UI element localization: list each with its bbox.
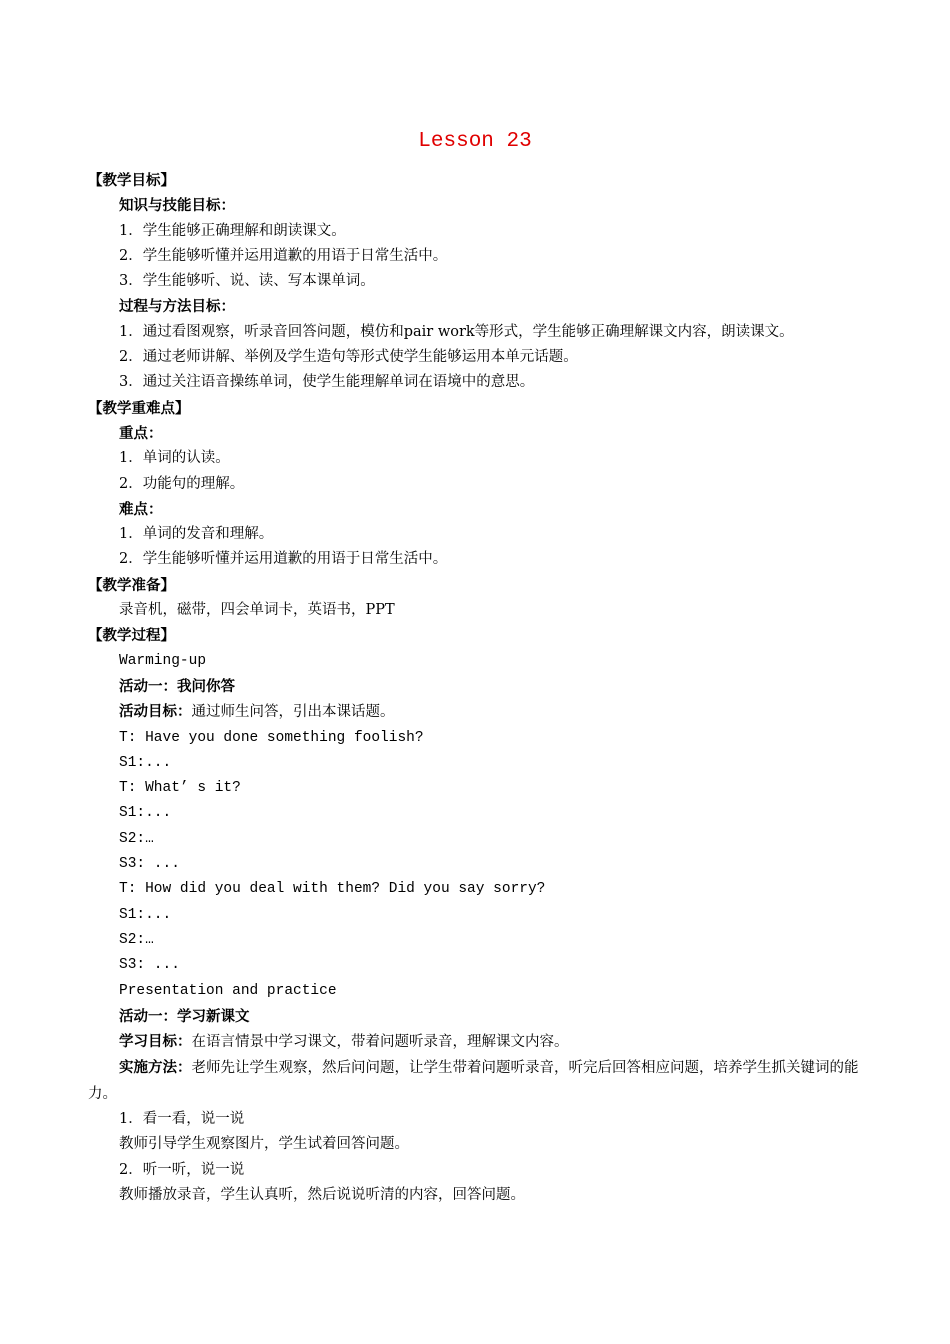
key-points-heading: 【教学重难点】	[88, 399, 190, 417]
activity-goal-label: 活动目标：	[119, 703, 192, 721]
dialogue-line: S3: ...	[119, 856, 180, 873]
lesson-body	[88, 168, 866, 1208]
activity-goal-text: 通过师生问答，引出本课话题。	[191, 704, 395, 721]
dialogue-line: T: How did you deal with them? Did you say sorry?	[119, 881, 546, 898]
dialogue-line: S2:…	[119, 931, 154, 948]
process-goal-item: 1．通过看图观察，听录音回答问题，模仿和pair work等形式，学生能够正确理解课文内容，朗读课文。	[119, 323, 794, 340]
preparation-heading: 【教学准备】	[88, 576, 175, 594]
dialogue-line: T: Have you done something foolish?	[119, 729, 424, 746]
method-label: 实施方法：	[119, 1059, 192, 1077]
knowledge-item: 2．学生能够听懂并运用道歉的用语于日常生活中。	[119, 247, 448, 264]
step-line: 教师播放录音，学生认真听，然后说说听清的内容，回答问题。	[119, 1186, 525, 1203]
dialogue-line: S1:...	[119, 805, 172, 822]
dialogue-line: S3: ...	[119, 957, 180, 974]
difficulty-item: 1．单词的发音和理解。	[119, 526, 274, 543]
dialogue-line: T: What’ s it?	[119, 780, 241, 797]
step-line: 1．看一看，说一说	[119, 1110, 245, 1127]
method-text: 老师先让学生观察，然后问问题，让学生带着问题听录音，听完后回答相应问题，培养学生抓关键词的能力。	[88, 1060, 859, 1102]
step-line: 2．听一听，说一说	[119, 1161, 245, 1178]
dialogue-line: S1:...	[119, 906, 172, 923]
method-paragraph	[88, 1055, 866, 1107]
focus-item: 2．功能句的理解。	[119, 475, 245, 492]
teaching-process-heading: 【教学过程】	[88, 627, 175, 645]
lesson-title: Lesson 23	[418, 130, 532, 153]
activity-learn-text-title: 活动一：学习新课文	[119, 1007, 250, 1025]
learning-goal-text: 在语言情景中学习课文，带着问题听录音，理解课文内容。	[191, 1034, 569, 1051]
difficulty-item: 2．学生能够听懂并运用道歉的用语于日常生活中。	[119, 551, 448, 568]
activity-one-title: 活动一：我问你答	[119, 677, 235, 695]
activity-one-goal	[88, 699, 866, 725]
knowledge-item: 1．学生能够正确理解和朗读课文。	[119, 222, 346, 239]
step-line: 教师引导学生观察图片，学生试着回答问题。	[119, 1136, 409, 1153]
learning-goal	[88, 1029, 866, 1055]
dialogue-line: S2:…	[119, 830, 154, 847]
knowledge-heading: 知识与技能目标：	[119, 197, 235, 215]
knowledge-item: 3．学生能够听、说、读、写本课单词。	[119, 273, 375, 290]
warmup-label: Warming-up	[119, 652, 207, 669]
preparation-text: 录音机，磁带，四会单词卡，英语书，PPT	[119, 602, 395, 619]
presentation-label: Presentation and practice	[119, 982, 337, 999]
difficulty-heading: 难点：	[119, 500, 163, 518]
process-goal-item: 2．通过老师讲解、举例及学生造句等形式使学生能够运用本单元话题。	[119, 349, 578, 366]
process-goal-item: 3．通过关注语音操练单词，使学生能理解单词在语境中的意思。	[119, 374, 535, 391]
focus-heading: 重点：	[119, 424, 163, 442]
focus-item: 1．单词的认读。	[119, 450, 230, 467]
objectives-heading: 【教学目标】	[88, 172, 175, 189]
learning-goal-label: 学习目标：	[119, 1033, 192, 1051]
process-goal-heading: 过程与方法目标：	[119, 298, 235, 316]
dialogue-line: S1:...	[119, 754, 172, 771]
